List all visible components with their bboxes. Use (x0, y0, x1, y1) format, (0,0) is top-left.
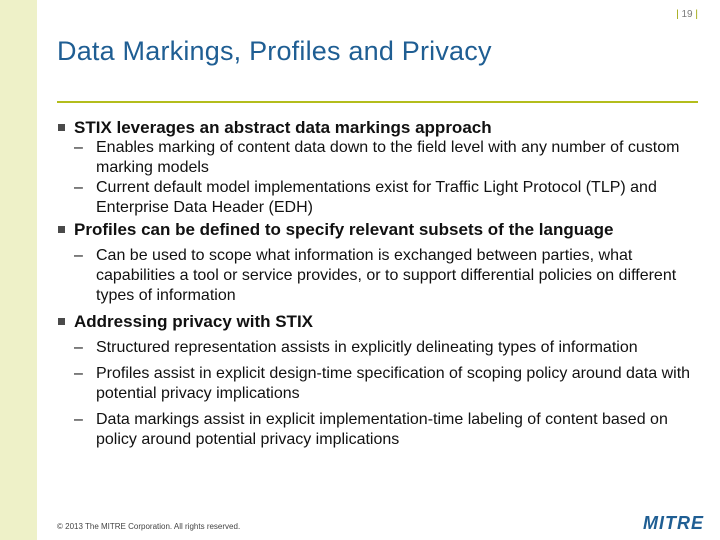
sub-bullet-3-2 (57, 364, 707, 404)
bullet-3 (57, 312, 707, 332)
sub-bullet-1-2-text: Current default model implementations exist for Traffic Light Protocol (TLP) and Enterprise Data Header (EDH) (96, 179, 657, 216)
sub-bullet-1-2 (57, 178, 707, 218)
dash-icon: – (74, 179, 83, 196)
mitre-logo: MITRE (643, 513, 704, 533)
dash-icon: – (74, 247, 83, 264)
bullet-2-text: Profiles can be defined to specify relevant subsets of the language (74, 220, 614, 239)
dash-icon: – (74, 365, 83, 382)
sub-bullet-3-3 (57, 410, 707, 450)
square-bullet-icon (58, 124, 65, 131)
sub-bullet-1-1-text: Enables marking of content data down to the field level with any number of custom marking models (96, 139, 680, 176)
square-bullet-icon (58, 226, 65, 233)
sub-bullet-2-1-text: Can be used to scope what information is exchanged between parties, what capabilities a tool or service provides, or to support differential policies on different types of information (96, 247, 677, 304)
copyright-notice: © 2013 The MITRE Corporation. All rights reserved. (57, 522, 241, 531)
sub-bullet-3-1-text: Structured representation assists in explicitly delineating types of information (96, 339, 638, 356)
sub-bullet-2-1 (57, 246, 707, 306)
dash-icon: – (74, 139, 83, 156)
slide-title: Data Markings, Profiles and Privacy (57, 36, 492, 66)
sub-bullet-3-1 (57, 338, 707, 358)
dash-icon: – (74, 411, 83, 428)
left-accent-bar (0, 0, 37, 540)
bullet-3-text: Addressing privacy with STIX (74, 312, 314, 331)
dash-icon: – (74, 339, 83, 356)
sub-bullet-1-1 (57, 138, 707, 178)
square-bullet-icon (58, 318, 65, 325)
bullet-2 (57, 220, 707, 240)
slide-body (57, 115, 707, 450)
title-divider (57, 101, 698, 103)
sub-bullet-3-2-text: Profiles assist in explicit design-time specification of scoping policy around data with potential privacy implications (96, 365, 691, 402)
sub-bullet-3-3-text: Data markings assist in explicit implementation-time labeling of content based on policy around potential privacy implications (96, 411, 668, 448)
page-number: | 19 | (676, 9, 698, 20)
bullet-1-text: STIX leverages an abstract data markings approach (74, 118, 492, 137)
bullet-1 (57, 118, 707, 138)
